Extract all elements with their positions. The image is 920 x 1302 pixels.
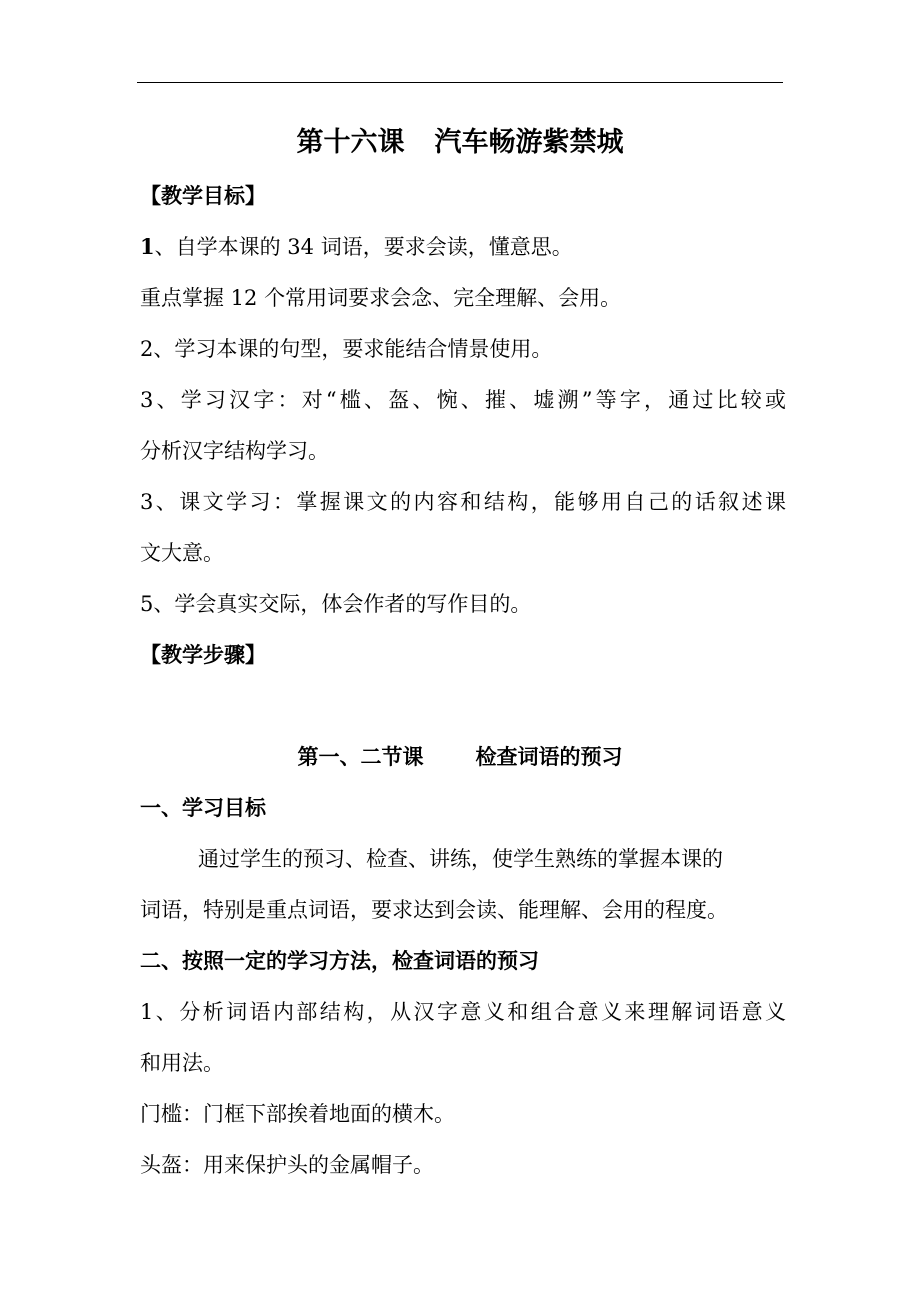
section-title: [0, 743, 920, 771]
part2-heading: 二、按照一定的学习方法，检查词语的预习: [140, 948, 539, 973]
objective-1-text: 、自学本课的 34 词语，要求会读，懂意思。: [154, 235, 573, 259]
part1-paragraph-line1: 通过学生的预习、检查、讲练，使学生熟练的掌握本课的: [198, 847, 723, 871]
definition-menkan: 门槛：门框下部挨着地面的横木。: [140, 1102, 455, 1126]
section-number: 第一、二节课: [297, 744, 424, 769]
part2-item1-line1: 1、分析词语内部结构，从汉字意义和组合意义来理解词语意义: [140, 1000, 786, 1024]
section-name: 检查词语的预习: [475, 744, 623, 769]
objective-3a-line2: 分析汉字结构学习。: [140, 439, 329, 463]
objectives-heading: 【教学目标】: [140, 183, 266, 208]
lesson-name: 汽车畅游紫禁城: [434, 127, 624, 158]
objective-3b-line1: 3、课文学习：掌握课文的内容和结构，能够用自己的话叙述课: [140, 490, 786, 514]
header-rule: [137, 82, 783, 83]
lesson-title: [0, 126, 920, 160]
objective-3a-line1: 3、学习汉字：对“槛、盔、惋、摧、墟溯”等字，通过比较或: [140, 388, 786, 412]
objective-1-number: 1: [140, 234, 155, 259]
objective-5: 5、学会真实交际，体会作者的写作目的。: [140, 592, 532, 616]
objective-1-detail: 重点掌握 12 个常用词要求会念、完全理解、会用。: [140, 286, 622, 310]
part1-paragraph-line2: 词语，特别是重点词语，要求达到会读、能理解、会用的程度。: [140, 898, 728, 922]
steps-heading: 【教学步骤】: [140, 642, 266, 667]
part2-item1-line2: 和用法。: [140, 1051, 224, 1075]
lesson-number: 第十六课: [296, 127, 405, 158]
objective-3b-line2: 文大意。: [140, 541, 224, 565]
definition-toukui: 头盔：用来保护头的金属帽子。: [140, 1153, 434, 1177]
objective-2: 2、学习本课的句型，要求能结合情景使用。: [140, 337, 553, 361]
part1-heading: 一、学习目标: [140, 795, 266, 820]
objective-1: [140, 233, 786, 261]
